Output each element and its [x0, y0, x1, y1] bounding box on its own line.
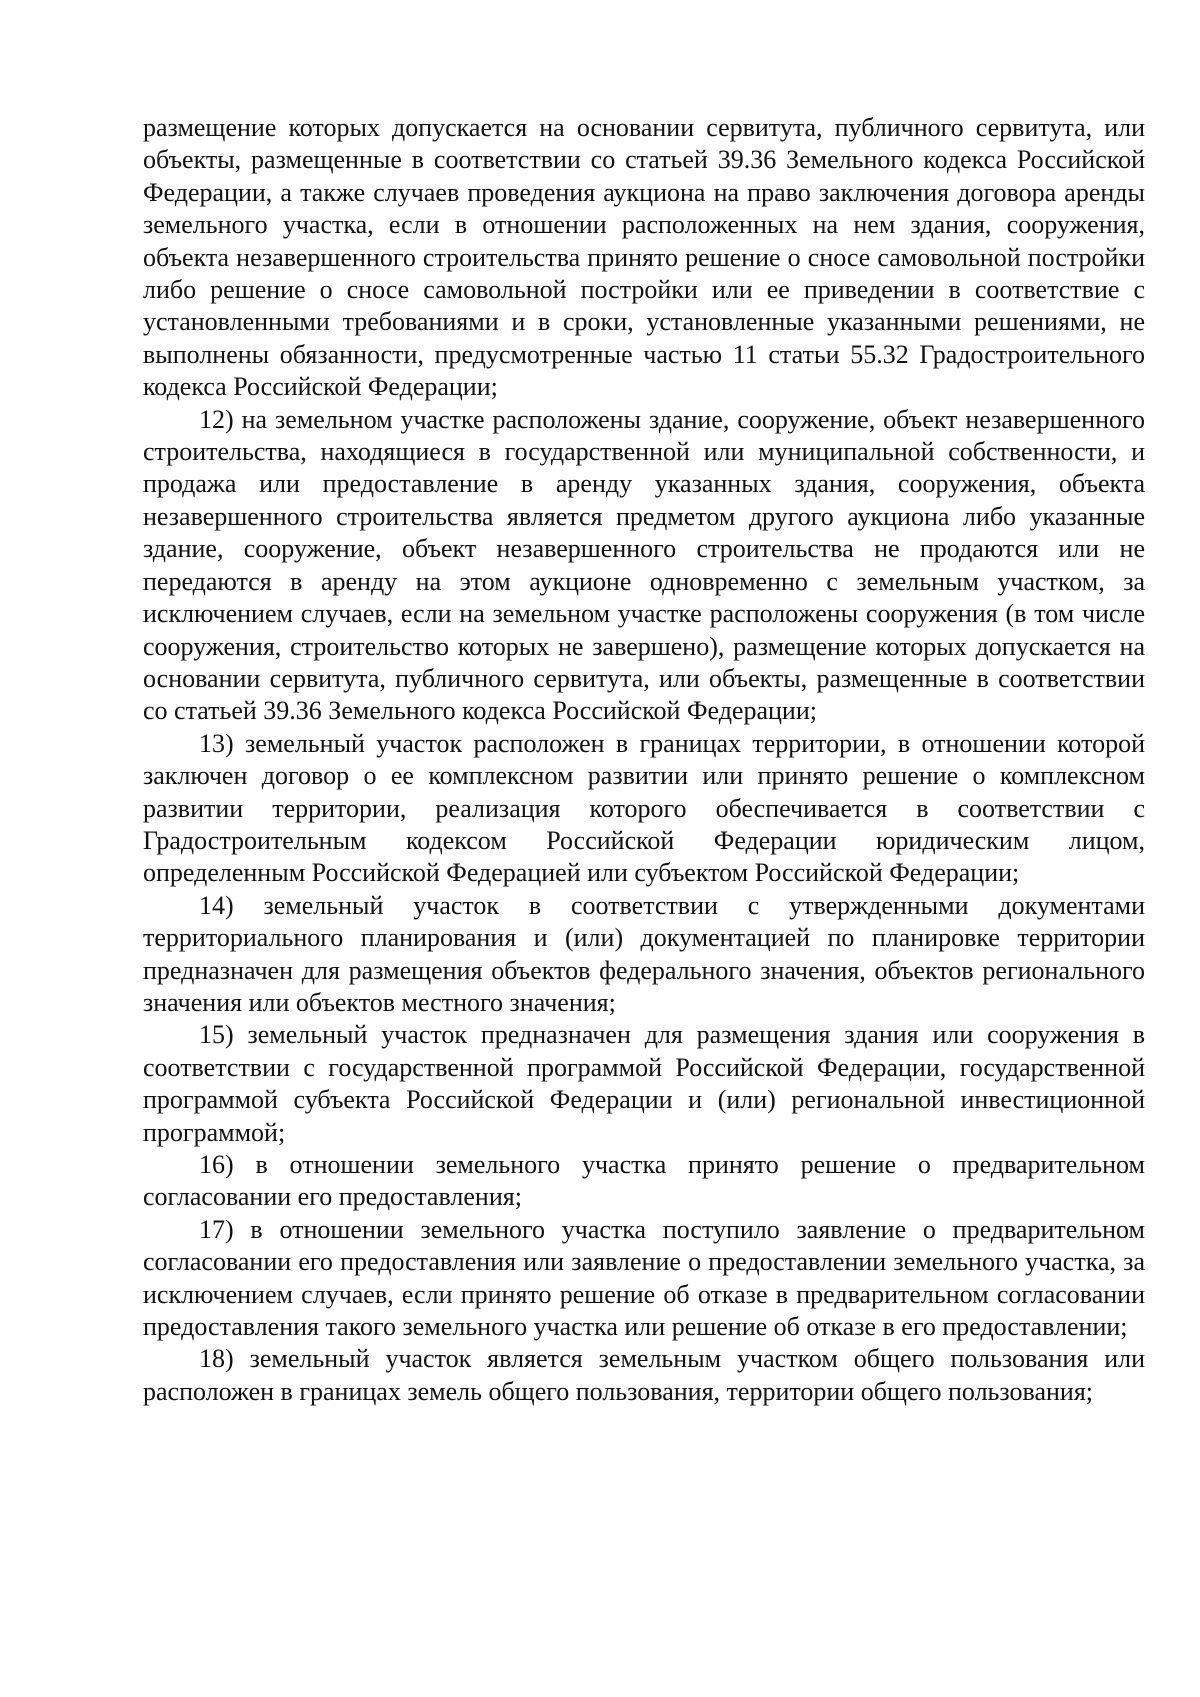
document-body: [143, 112, 1145, 1408]
paragraph-item-18: 18) земельный участок является земельным участком общего пользования или расположен в границах земель общего пользования, территории общего пользования;: [143, 1344, 1145, 1406]
paragraph-item-17: 17) в отношении земельного участка поступило заявление о предварительном согласовании его предоставления или заявление о предоставлении земельного участка, за исключением случаев, если принято решение об отказе в предварительном согласовании предоставления такого земельного участка или решение об отказе в его предоставлении;: [143, 1214, 1145, 1342]
paragraph-item-12: 12) на земельном участке расположены здание, сооружение, объект незавершенного строительства, находящиеся в государственной или муниципальной собственности, и продажа или предоставление в аренду указанных здания, сооружения, объекта незавершенного строительства является предметом другого аукциона либо указанные здание, сооружение, объект незавершенного строительства не продаются или не передаются в аренду на этом аукционе одновременно с земельным участком, за исключением случаев, если на земельном участке расположены сооружения (в том числе сооружения, строительство которых не завершено), размещение которых допускается на основании сервитута, публичного сервитута, или объекты, размещенные в соответствии со статьей 39.36 Земельного кодекса Российской Федерации;: [143, 404, 1145, 726]
paragraph-item-14: 14) земельный участок в соответствии с утвержденными документами территориального планирования и (или) документацией по планировке территории предназначен для размещения объектов федерального значения, объектов регионального значения или объектов местного значения;: [143, 890, 1145, 1017]
paragraph-continuation: размещение которых допускается на основании сервитута, публичного сервитута, или объекты, размещенные в соответствии со статьей 39.36 Земельного кодекса Российской Федерации, а также случаев проведения аукциона на право заключения договора аренды земельного участка, если в отношении расположенных на нем здания, сооружения, объекта незавершенного строительства принято решение о сносе самовольной постройки либо решение о сносе самовольной постройки или ее приведении в соответствие с установленными требованиями и в сроки, установленные указанными решениями, не выполнены обязанности, предусмотренные частью 11 статьи 55.32 Градостроительного кодекса Российской Федерации;: [143, 113, 1145, 402]
paragraph-item-15: 15) земельный участок предназначен для размещения здания или сооружения в соответствии с государственной программой Российской Федерации, государственной программой субъекта Российской Федерации и (или) региональной инвестиционной программой;: [143, 1020, 1145, 1147]
paragraph-item-13: 13) земельный участок расположен в границах территории, в отношении которой заключен договор о ее комплексном развитии или принято решение о комплексном развитии территории, реализация которого обеспечивается в соответствии с Градостроительным кодексом Российской Федерации юридическим лицом, определенным Российской Федерацией или субъектом Российской Федерации;: [143, 728, 1145, 888]
paragraph-item-16: 16) в отношении земельного участка принято решение о предварительном согласовании его предоставления;: [143, 1150, 1145, 1212]
